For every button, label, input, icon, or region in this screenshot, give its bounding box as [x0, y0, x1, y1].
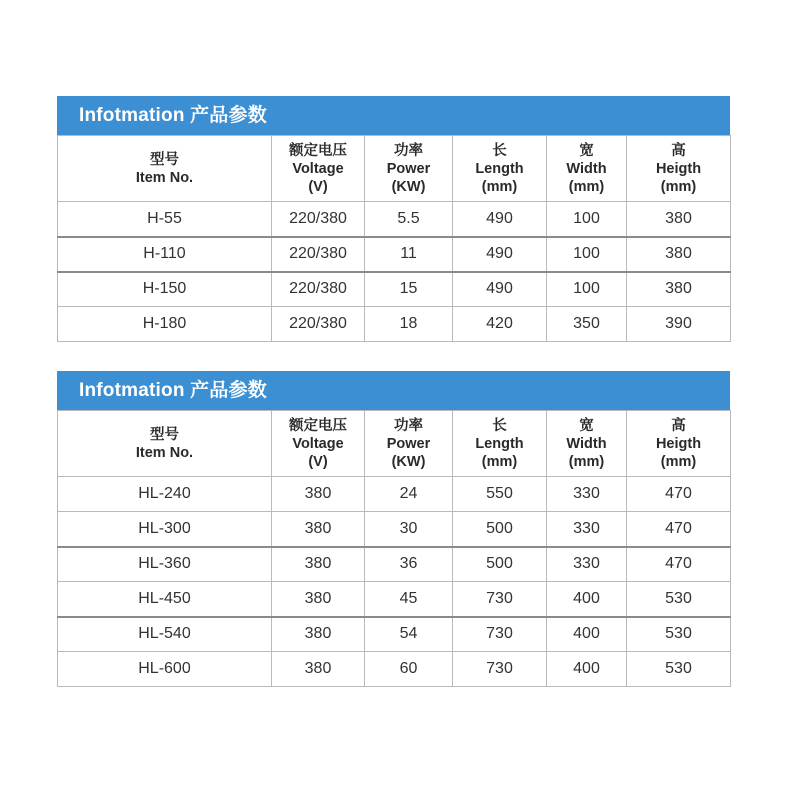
table-row — [58, 272, 731, 307]
cell-power: 18 — [365, 307, 453, 342]
cell-item-no: H-55 — [58, 202, 272, 237]
cell-height: 470 — [627, 512, 731, 547]
cell-power: 24 — [365, 477, 453, 512]
cell-height: 380 — [627, 272, 731, 307]
cell-height: 530 — [627, 582, 731, 617]
cell-width: 400 — [547, 652, 627, 687]
table-row — [58, 617, 731, 652]
cell-item-no: H-180 — [58, 307, 272, 342]
cell-length: 730 — [453, 652, 547, 687]
cell-width: 100 — [547, 202, 627, 237]
header-height: 高 Heigth (mm) — [627, 136, 731, 202]
cell-power: 60 — [365, 652, 453, 687]
cell-voltage: 380 — [272, 582, 365, 617]
header-row — [58, 136, 731, 202]
header-row — [58, 411, 731, 477]
header-length: 长 Length (mm) — [453, 136, 547, 202]
cell-power: 11 — [365, 237, 453, 272]
spec-table-block-1 — [57, 96, 730, 342]
cell-length: 730 — [453, 617, 547, 652]
cell-height: 470 — [627, 547, 731, 582]
cell-width: 350 — [547, 307, 627, 342]
cell-voltage: 380 — [272, 617, 365, 652]
cell-length: 500 — [453, 547, 547, 582]
cell-power: 15 — [365, 272, 453, 307]
cell-item-no: HL-360 — [58, 547, 272, 582]
cell-length: 490 — [453, 272, 547, 307]
cell-power: 54 — [365, 617, 453, 652]
header-power: 功率 Power (KW) — [365, 411, 453, 477]
header-item-no: 型号 Item No. — [58, 136, 272, 202]
header-voltage: 额定电压 Voltage (V) — [272, 136, 365, 202]
cell-width: 400 — [547, 582, 627, 617]
cell-item-no: HL-240 — [58, 477, 272, 512]
cell-item-no: HL-300 — [58, 512, 272, 547]
cell-power: 30 — [365, 512, 453, 547]
header-length: 长 Length (mm) — [453, 411, 547, 477]
cell-power: 36 — [365, 547, 453, 582]
cell-width: 400 — [547, 617, 627, 652]
cell-item-no: H-110 — [58, 237, 272, 272]
cell-length: 420 — [453, 307, 547, 342]
cell-voltage: 380 — [272, 547, 365, 582]
cell-voltage: 380 — [272, 512, 365, 547]
cell-voltage: 380 — [272, 477, 365, 512]
cell-height: 380 — [627, 202, 731, 237]
cell-voltage: 220/380 — [272, 202, 365, 237]
cell-length: 730 — [453, 582, 547, 617]
cell-item-no: H-150 — [58, 272, 272, 307]
cell-width: 330 — [547, 512, 627, 547]
header-voltage: 额定电压 Voltage (V) — [272, 411, 365, 477]
cell-length: 490 — [453, 237, 547, 272]
cell-power: 45 — [365, 582, 453, 617]
spec-table — [57, 135, 731, 342]
cell-length: 500 — [453, 512, 547, 547]
spec-table-block-2 — [57, 371, 730, 687]
cell-width: 100 — [547, 237, 627, 272]
cell-width: 330 — [547, 477, 627, 512]
spec-table — [57, 410, 731, 687]
cell-voltage: 220/380 — [272, 307, 365, 342]
cell-width: 100 — [547, 272, 627, 307]
table-title: Infotmation 产品参数 — [57, 96, 730, 135]
cell-height: 530 — [627, 617, 731, 652]
cell-length: 490 — [453, 202, 547, 237]
header-width: 宽 Width (mm) — [547, 411, 627, 477]
table-row — [58, 582, 731, 617]
cell-height: 470 — [627, 477, 731, 512]
table-row — [58, 477, 731, 512]
cell-power: 5.5 — [365, 202, 453, 237]
table-row — [58, 202, 731, 237]
cell-height: 530 — [627, 652, 731, 687]
cell-width: 330 — [547, 547, 627, 582]
cell-voltage: 220/380 — [272, 272, 365, 307]
table-row — [58, 307, 731, 342]
header-item-no: 型号 Item No. — [58, 411, 272, 477]
cell-item-no: HL-450 — [58, 582, 272, 617]
cell-voltage: 220/380 — [272, 237, 365, 272]
table-title: Infotmation 产品参数 — [57, 371, 730, 410]
cell-item-no: HL-600 — [58, 652, 272, 687]
cell-voltage: 380 — [272, 652, 365, 687]
table-row — [58, 237, 731, 272]
table-row — [58, 547, 731, 582]
header-height: 高 Heigth (mm) — [627, 411, 731, 477]
header-power: 功率 Power (KW) — [365, 136, 453, 202]
table-row — [58, 652, 731, 687]
header-width: 宽 Width (mm) — [547, 136, 627, 202]
table-row — [58, 512, 731, 547]
cell-height: 390 — [627, 307, 731, 342]
cell-height: 380 — [627, 237, 731, 272]
cell-item-no: HL-540 — [58, 617, 272, 652]
cell-length: 550 — [453, 477, 547, 512]
